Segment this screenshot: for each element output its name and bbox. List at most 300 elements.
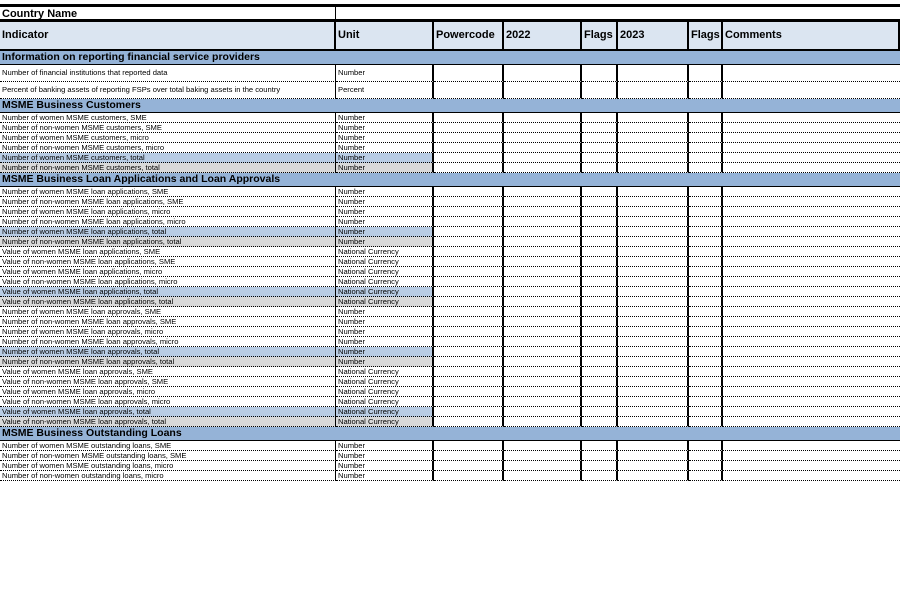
value-2022-cell[interactable] <box>504 217 582 227</box>
value-2023-cell[interactable] <box>618 367 689 377</box>
powercode-cell[interactable] <box>434 143 504 153</box>
unit-cell[interactable]: Number <box>336 153 434 163</box>
indicator-cell[interactable]: Number of women MSME customers, SME <box>0 113 336 123</box>
flags-2022-cell[interactable] <box>582 397 618 407</box>
value-2022-cell[interactable] <box>504 65 582 82</box>
comments-cell[interactable] <box>723 287 900 297</box>
powercode-cell[interactable] <box>434 153 504 163</box>
powercode-cell[interactable] <box>434 317 504 327</box>
flags-2022-cell[interactable] <box>582 277 618 287</box>
flags-2022-cell[interactable] <box>582 297 618 307</box>
flags-2022-cell[interactable] <box>582 257 618 267</box>
value-2023-cell[interactable] <box>618 397 689 407</box>
value-2023-cell[interactable] <box>618 187 689 197</box>
indicator-cell[interactable]: Number of women MSME customers, micro <box>0 133 336 143</box>
comments-cell[interactable] <box>723 407 900 417</box>
unit-cell[interactable]: Number <box>336 133 434 143</box>
value-2022-cell[interactable] <box>504 461 582 471</box>
flags-2023-cell[interactable] <box>689 237 723 247</box>
value-2023-cell[interactable] <box>618 82 689 99</box>
value-2023-cell[interactable] <box>618 237 689 247</box>
indicator-cell[interactable]: Value of non-women MSME loan approvals, micro <box>0 397 336 407</box>
country-name-label[interactable]: Country Name <box>0 7 336 19</box>
flags-2023-cell[interactable] <box>689 153 723 163</box>
flags-2023-cell[interactable] <box>689 133 723 143</box>
value-2022-cell[interactable] <box>504 113 582 123</box>
unit-cell[interactable]: National Currency <box>336 407 434 417</box>
comments-cell[interactable] <box>723 441 900 451</box>
country-name-value[interactable] <box>336 7 900 19</box>
value-2023-cell[interactable] <box>618 277 689 287</box>
header-flags-2022[interactable]: Flags <box>582 22 618 49</box>
unit-cell[interactable]: National Currency <box>336 297 434 307</box>
flags-2022-cell[interactable] <box>582 337 618 347</box>
unit-cell[interactable]: Number <box>336 357 434 367</box>
comments-cell[interactable] <box>723 367 900 377</box>
value-2022-cell[interactable] <box>504 227 582 237</box>
value-2023-cell[interactable] <box>618 287 689 297</box>
flags-2023-cell[interactable] <box>689 65 723 82</box>
comments-cell[interactable] <box>723 207 900 217</box>
value-2023-cell[interactable] <box>618 217 689 227</box>
powercode-cell[interactable] <box>434 113 504 123</box>
powercode-cell[interactable] <box>434 307 504 317</box>
unit-cell[interactable]: National Currency <box>336 267 434 277</box>
flags-2022-cell[interactable] <box>582 153 618 163</box>
powercode-cell[interactable] <box>434 397 504 407</box>
flags-2022-cell[interactable] <box>582 327 618 337</box>
value-2022-cell[interactable] <box>504 317 582 327</box>
value-2023-cell[interactable] <box>618 461 689 471</box>
comments-cell[interactable] <box>723 297 900 307</box>
value-2023-cell[interactable] <box>618 227 689 237</box>
unit-cell[interactable]: National Currency <box>336 387 434 397</box>
powercode-cell[interactable] <box>434 237 504 247</box>
flags-2022-cell[interactable] <box>582 357 618 367</box>
indicator-cell[interactable]: Number of non-women MSME customers, micro <box>0 143 336 153</box>
flags-2022-cell[interactable] <box>582 227 618 237</box>
unit-cell[interactable]: Number <box>336 337 434 347</box>
value-2022-cell[interactable] <box>504 357 582 367</box>
unit-cell[interactable]: Percent <box>336 82 434 99</box>
value-2023-cell[interactable] <box>618 441 689 451</box>
flags-2022-cell[interactable] <box>582 143 618 153</box>
indicator-cell[interactable]: Value of women MSME loan applications, SME <box>0 247 336 257</box>
value-2023-cell[interactable] <box>618 337 689 347</box>
powercode-cell[interactable] <box>434 387 504 397</box>
comments-cell[interactable] <box>723 417 900 427</box>
flags-2023-cell[interactable] <box>689 337 723 347</box>
unit-cell[interactable]: National Currency <box>336 377 434 387</box>
flags-2022-cell[interactable] <box>582 267 618 277</box>
unit-cell[interactable]: Number <box>336 307 434 317</box>
flags-2022-cell[interactable] <box>582 417 618 427</box>
indicator-cell[interactable]: Number of women MSME outstanding loans, SME <box>0 441 336 451</box>
value-2023-cell[interactable] <box>618 417 689 427</box>
flags-2022-cell[interactable] <box>582 113 618 123</box>
flags-2023-cell[interactable] <box>689 163 723 173</box>
powercode-cell[interactable] <box>434 217 504 227</box>
comments-cell[interactable] <box>723 347 900 357</box>
powercode-cell[interactable] <box>434 337 504 347</box>
flags-2022-cell[interactable] <box>582 197 618 207</box>
comments-cell[interactable] <box>723 113 900 123</box>
flags-2022-cell[interactable] <box>582 347 618 357</box>
flags-2023-cell[interactable] <box>689 387 723 397</box>
indicator-cell[interactable]: Number of financial institutions that reported data <box>0 65 336 82</box>
unit-cell[interactable]: Number <box>336 217 434 227</box>
unit-cell[interactable]: Number <box>336 65 434 82</box>
value-2023-cell[interactable] <box>618 207 689 217</box>
value-2023-cell[interactable] <box>618 347 689 357</box>
powercode-cell[interactable] <box>434 287 504 297</box>
unit-cell[interactable]: National Currency <box>336 397 434 407</box>
value-2023-cell[interactable] <box>618 143 689 153</box>
value-2022-cell[interactable] <box>504 257 582 267</box>
indicator-cell[interactable]: Number of women MSME loan applications, micro <box>0 207 336 217</box>
indicator-cell[interactable]: Number of non-women MSME loan applications, micro <box>0 217 336 227</box>
value-2022-cell[interactable] <box>504 347 582 357</box>
unit-cell[interactable]: Number <box>336 163 434 173</box>
value-2023-cell[interactable] <box>618 317 689 327</box>
unit-cell[interactable]: Number <box>336 347 434 357</box>
comments-cell[interactable] <box>723 377 900 387</box>
comments-cell[interactable] <box>723 461 900 471</box>
powercode-cell[interactable] <box>434 441 504 451</box>
flags-2023-cell[interactable] <box>689 123 723 133</box>
flags-2023-cell[interactable] <box>689 307 723 317</box>
value-2022-cell[interactable] <box>504 207 582 217</box>
comments-cell[interactable] <box>723 82 900 99</box>
flags-2022-cell[interactable] <box>582 377 618 387</box>
value-2022-cell[interactable] <box>504 267 582 277</box>
flags-2022-cell[interactable] <box>582 123 618 133</box>
indicator-cell[interactable]: Number of non-women MSME customers, total <box>0 163 336 173</box>
unit-cell[interactable]: National Currency <box>336 367 434 377</box>
value-2023-cell[interactable] <box>618 153 689 163</box>
unit-cell[interactable]: Number <box>336 187 434 197</box>
value-2022-cell[interactable] <box>504 123 582 133</box>
flags-2022-cell[interactable] <box>582 471 618 481</box>
unit-cell[interactable]: Number <box>336 471 434 481</box>
flags-2023-cell[interactable] <box>689 267 723 277</box>
value-2022-cell[interactable] <box>504 197 582 207</box>
flags-2023-cell[interactable] <box>689 257 723 267</box>
powercode-cell[interactable] <box>434 377 504 387</box>
comments-cell[interactable] <box>723 163 900 173</box>
flags-2022-cell[interactable] <box>582 163 618 173</box>
indicator-cell[interactable]: Value of women MSME loan approvals, total <box>0 407 336 417</box>
comments-cell[interactable] <box>723 451 900 461</box>
flags-2023-cell[interactable] <box>689 207 723 217</box>
unit-cell[interactable]: National Currency <box>336 277 434 287</box>
unit-cell[interactable]: Number <box>336 227 434 237</box>
flags-2023-cell[interactable] <box>689 357 723 367</box>
comments-cell[interactable] <box>723 317 900 327</box>
value-2023-cell[interactable] <box>618 387 689 397</box>
value-2022-cell[interactable] <box>504 387 582 397</box>
powercode-cell[interactable] <box>434 327 504 337</box>
flags-2022-cell[interactable] <box>582 387 618 397</box>
flags-2023-cell[interactable] <box>689 317 723 327</box>
powercode-cell[interactable] <box>434 451 504 461</box>
value-2022-cell[interactable] <box>504 417 582 427</box>
flags-2022-cell[interactable] <box>582 247 618 257</box>
flags-2022-cell[interactable] <box>582 237 618 247</box>
value-2023-cell[interactable] <box>618 357 689 367</box>
indicator-cell[interactable]: Number of women MSME loan approvals, SME <box>0 307 336 317</box>
comments-cell[interactable] <box>723 187 900 197</box>
header-powercode[interactable]: Powercode <box>434 22 504 49</box>
unit-cell[interactable]: National Currency <box>336 417 434 427</box>
powercode-cell[interactable] <box>434 227 504 237</box>
unit-cell[interactable]: Number <box>336 237 434 247</box>
indicator-cell[interactable]: Number of non-women MSME loan applications, SME <box>0 197 336 207</box>
value-2023-cell[interactable] <box>618 451 689 461</box>
value-2022-cell[interactable] <box>504 297 582 307</box>
section-header[interactable] <box>0 51 900 65</box>
indicator-cell[interactable]: Number of non-women MSME loan approvals, SME <box>0 317 336 327</box>
value-2022-cell[interactable] <box>504 367 582 377</box>
flags-2023-cell[interactable] <box>689 461 723 471</box>
comments-cell[interactable] <box>723 357 900 367</box>
value-2023-cell[interactable] <box>618 197 689 207</box>
powercode-cell[interactable] <box>434 82 504 99</box>
powercode-cell[interactable] <box>434 267 504 277</box>
comments-cell[interactable] <box>723 237 900 247</box>
flags-2023-cell[interactable] <box>689 407 723 417</box>
flags-2023-cell[interactable] <box>689 397 723 407</box>
value-2023-cell[interactable] <box>618 257 689 267</box>
powercode-cell[interactable] <box>434 123 504 133</box>
unit-cell[interactable]: National Currency <box>336 257 434 267</box>
value-2023-cell[interactable] <box>618 377 689 387</box>
powercode-cell[interactable] <box>434 247 504 257</box>
indicator-cell[interactable]: Value of women MSME loan approvals, SME <box>0 367 336 377</box>
powercode-cell[interactable] <box>434 197 504 207</box>
indicator-cell[interactable]: Value of non-women MSME loan approvals, SME <box>0 377 336 387</box>
indicator-cell[interactable]: Number of women MSME outstanding loans, micro <box>0 461 336 471</box>
value-2022-cell[interactable] <box>504 82 582 99</box>
powercode-cell[interactable] <box>434 417 504 427</box>
indicator-cell[interactable]: Number of non-women MSME loan applications, total <box>0 237 336 247</box>
comments-cell[interactable] <box>723 277 900 287</box>
comments-cell[interactable] <box>723 217 900 227</box>
flags-2023-cell[interactable] <box>689 82 723 99</box>
powercode-cell[interactable] <box>434 367 504 377</box>
flags-2023-cell[interactable] <box>689 347 723 357</box>
flags-2023-cell[interactable] <box>689 377 723 387</box>
powercode-cell[interactable] <box>434 207 504 217</box>
flags-2022-cell[interactable] <box>582 461 618 471</box>
value-2023-cell[interactable] <box>618 267 689 277</box>
indicator-cell[interactable]: Number of women MSME loan approvals, micro <box>0 327 336 337</box>
powercode-cell[interactable] <box>434 471 504 481</box>
value-2023-cell[interactable] <box>618 113 689 123</box>
flags-2023-cell[interactable] <box>689 113 723 123</box>
value-2022-cell[interactable] <box>504 237 582 247</box>
indicator-cell[interactable]: Number of non-women MSME customers, SME <box>0 123 336 133</box>
header-comments[interactable]: Comments <box>723 22 900 49</box>
indicator-cell[interactable]: Value of non-women MSME loan applications, SME <box>0 257 336 267</box>
value-2023-cell[interactable] <box>618 307 689 317</box>
value-2022-cell[interactable] <box>504 397 582 407</box>
header-indicator[interactable]: Indicator <box>0 22 336 49</box>
header-2022[interactable]: 2022 <box>504 22 582 49</box>
value-2023-cell[interactable] <box>618 471 689 481</box>
powercode-cell[interactable] <box>434 407 504 417</box>
section-header[interactable] <box>0 99 900 113</box>
unit-cell[interactable]: Number <box>336 451 434 461</box>
value-2022-cell[interactable] <box>504 307 582 317</box>
flags-2023-cell[interactable] <box>689 197 723 207</box>
value-2023-cell[interactable] <box>618 247 689 257</box>
flags-2023-cell[interactable] <box>689 367 723 377</box>
indicator-cell[interactable]: Number of women MSME customers, total <box>0 153 336 163</box>
indicator-cell[interactable]: Number of non-women MSME loan approvals, total <box>0 357 336 367</box>
flags-2023-cell[interactable] <box>689 277 723 287</box>
unit-cell[interactable]: Number <box>336 441 434 451</box>
indicator-cell[interactable]: Value of women MSME loan applications, micro <box>0 267 336 277</box>
flags-2022-cell[interactable] <box>582 65 618 82</box>
value-2023-cell[interactable] <box>618 65 689 82</box>
value-2023-cell[interactable] <box>618 123 689 133</box>
flags-2022-cell[interactable] <box>582 287 618 297</box>
flags-2023-cell[interactable] <box>689 471 723 481</box>
indicator-cell[interactable]: Number of non-women MSME outstanding loans, SME <box>0 451 336 461</box>
value-2023-cell[interactable] <box>618 133 689 143</box>
indicator-cell[interactable]: Value of non-women MSME loan applications, micro <box>0 277 336 287</box>
flags-2023-cell[interactable] <box>689 327 723 337</box>
value-2022-cell[interactable] <box>504 133 582 143</box>
unit-cell[interactable]: Number <box>336 461 434 471</box>
value-2023-cell[interactable] <box>618 407 689 417</box>
value-2022-cell[interactable] <box>504 187 582 197</box>
powercode-cell[interactable] <box>434 347 504 357</box>
unit-cell[interactable]: Number <box>336 317 434 327</box>
value-2022-cell[interactable] <box>504 327 582 337</box>
unit-cell[interactable]: National Currency <box>336 287 434 297</box>
value-2022-cell[interactable] <box>504 153 582 163</box>
flags-2022-cell[interactable] <box>582 187 618 197</box>
value-2023-cell[interactable] <box>618 327 689 337</box>
value-2022-cell[interactable] <box>504 441 582 451</box>
powercode-cell[interactable] <box>434 257 504 267</box>
flags-2022-cell[interactable] <box>582 407 618 417</box>
header-unit[interactable]: Unit <box>336 22 434 49</box>
powercode-cell[interactable] <box>434 297 504 307</box>
unit-cell[interactable]: Number <box>336 113 434 123</box>
comments-cell[interactable] <box>723 337 900 347</box>
flags-2023-cell[interactable] <box>689 187 723 197</box>
flags-2022-cell[interactable] <box>582 307 618 317</box>
powercode-cell[interactable] <box>434 277 504 287</box>
flags-2023-cell[interactable] <box>689 217 723 227</box>
flags-2023-cell[interactable] <box>689 451 723 461</box>
indicator-cell[interactable]: Value of non-women MSME loan approvals, total <box>0 417 336 427</box>
powercode-cell[interactable] <box>434 163 504 173</box>
indicator-cell[interactable]: Number of non-women MSME loan approvals, micro <box>0 337 336 347</box>
flags-2022-cell[interactable] <box>582 317 618 327</box>
flags-2023-cell[interactable] <box>689 227 723 237</box>
flags-2022-cell[interactable] <box>582 82 618 99</box>
indicator-cell[interactable]: Value of women MSME loan approvals, micro <box>0 387 336 397</box>
flags-2023-cell[interactable] <box>689 441 723 451</box>
value-2022-cell[interactable] <box>504 407 582 417</box>
header-flags-2023[interactable]: Flags <box>689 22 723 49</box>
value-2022-cell[interactable] <box>504 377 582 387</box>
powercode-cell[interactable] <box>434 461 504 471</box>
powercode-cell[interactable] <box>434 357 504 367</box>
indicator-cell[interactable]: Number of women MSME loan applications, SME <box>0 187 336 197</box>
flags-2023-cell[interactable] <box>689 297 723 307</box>
value-2022-cell[interactable] <box>504 451 582 461</box>
comments-cell[interactable] <box>723 327 900 337</box>
section-header[interactable] <box>0 173 900 187</box>
header-2023[interactable]: 2023 <box>618 22 689 49</box>
comments-cell[interactable] <box>723 267 900 277</box>
indicator-cell[interactable]: Number of non-women outstanding loans, micro <box>0 471 336 481</box>
section-header[interactable] <box>0 427 900 441</box>
flags-2022-cell[interactable] <box>582 367 618 377</box>
flags-2023-cell[interactable] <box>689 247 723 257</box>
flags-2022-cell[interactable] <box>582 217 618 227</box>
unit-cell[interactable]: Number <box>336 327 434 337</box>
comments-cell[interactable] <box>723 307 900 317</box>
indicator-cell[interactable]: Number of women MSME loan approvals, total <box>0 347 336 357</box>
indicator-cell[interactable]: Number of women MSME loan applications, total <box>0 227 336 237</box>
powercode-cell[interactable] <box>434 65 504 82</box>
flags-2022-cell[interactable] <box>582 133 618 143</box>
unit-cell[interactable]: National Currency <box>336 247 434 257</box>
indicator-cell[interactable]: Value of non-women MSME loan applications, total <box>0 297 336 307</box>
flags-2022-cell[interactable] <box>582 207 618 217</box>
comments-cell[interactable] <box>723 123 900 133</box>
value-2022-cell[interactable] <box>504 287 582 297</box>
unit-cell[interactable]: Number <box>336 123 434 133</box>
comments-cell[interactable] <box>723 65 900 82</box>
value-2022-cell[interactable] <box>504 277 582 287</box>
flags-2022-cell[interactable] <box>582 441 618 451</box>
comments-cell[interactable] <box>723 247 900 257</box>
indicator-cell[interactable]: Percent of banking assets of reporting FSPs over total baking assets in the country <box>0 82 336 99</box>
value-2022-cell[interactable] <box>504 163 582 173</box>
powercode-cell[interactable] <box>434 187 504 197</box>
value-2022-cell[interactable] <box>504 143 582 153</box>
value-2022-cell[interactable] <box>504 247 582 257</box>
flags-2022-cell[interactable] <box>582 451 618 461</box>
flags-2023-cell[interactable] <box>689 143 723 153</box>
comments-cell[interactable] <box>723 153 900 163</box>
unit-cell[interactable]: Number <box>336 207 434 217</box>
comments-cell[interactable] <box>723 197 900 207</box>
comments-cell[interactable] <box>723 397 900 407</box>
comments-cell[interactable] <box>723 133 900 143</box>
value-2022-cell[interactable] <box>504 471 582 481</box>
flags-2023-cell[interactable] <box>689 287 723 297</box>
unit-cell[interactable]: Number <box>336 197 434 207</box>
indicator-cell[interactable]: Value of women MSME loan applications, total <box>0 287 336 297</box>
comments-cell[interactable] <box>723 143 900 153</box>
comments-cell[interactable] <box>723 257 900 267</box>
value-2022-cell[interactable] <box>504 337 582 347</box>
comments-cell[interactable] <box>723 471 900 481</box>
comments-cell[interactable] <box>723 227 900 237</box>
value-2023-cell[interactable] <box>618 297 689 307</box>
powercode-cell[interactable] <box>434 133 504 143</box>
unit-cell[interactable]: Number <box>336 143 434 153</box>
value-2023-cell[interactable] <box>618 163 689 173</box>
